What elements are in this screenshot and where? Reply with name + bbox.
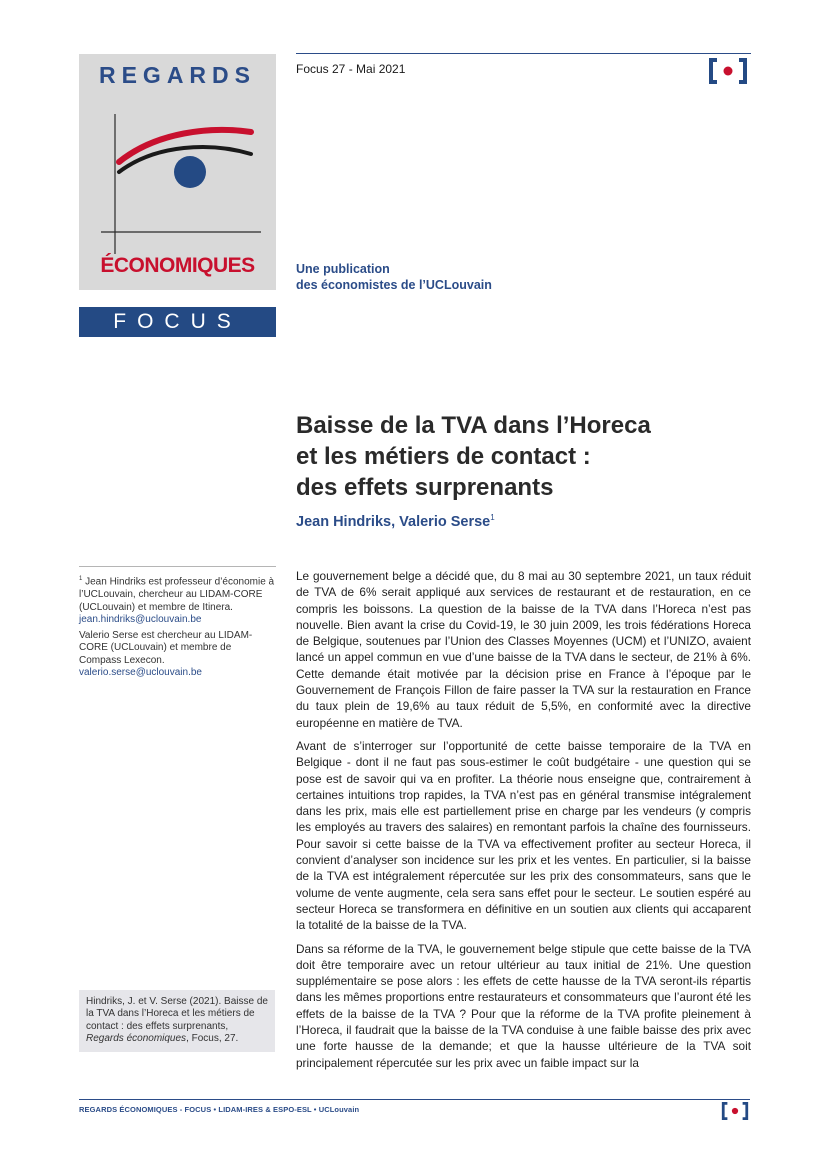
citation-box <box>79 990 275 1052</box>
citation-suffix: , Focus, 27. <box>186 1033 239 1045</box>
publication-line-2: des économistes de l’UCLouvain <box>296 278 492 292</box>
footnote-note-1: Jean Hindriks est professeur d’économie à l’UCLouvain, chercheur au LIDAM-CORE (UCLouvain) et membre de Itinera. <box>79 576 275 613</box>
regards-economiques-logo <box>79 54 276 290</box>
logo-top-word: REGARDS <box>98 62 256 88</box>
authors-text: Jean Hindriks, Valerio Serse <box>296 513 491 530</box>
eye-curve-logo-icon <box>101 114 261 254</box>
title-line-1: Baisse de la TVA dans l’Horeca <box>296 412 651 439</box>
footnote-mark: 1 <box>79 576 83 582</box>
title-line-3: des effets surprenants <box>296 474 554 501</box>
body-paragraph-1: Le gouvernement belge a décidé que, du 8 mai au 30 septembre 2021, un taux réduit de TVA de 6% serait appliqué aux services de restaurant et de restauration, en ce compris les boissons. La question de la baisse de la TVA dans l’Horeca n’est pas nouvelle. Bien avant la crise du Covid-19, le 30 juin 2009, les trois fédérations Horeca de Belgique, soutenues par l’Union des Classes Moyennes (UCM) et l’UNIZO, avaient lancé un appel commun en vue d’une baisse de la TVA dans le secteur, de 21% à 6%. Cette demande était motivée par la décision prise en France à l’époque par le Gouvernement de François Fillon de faire passer la TVA sur la restauration en France du taux plein de 19,6% au taux réduit de 5,5%, en conformité avec la directive européenne en matière de TVA. <box>296 569 751 730</box>
email-link-serse[interactable]: valerio.serse@uclouvain.be <box>79 667 202 679</box>
publication-line-1: Une publication <box>296 262 390 276</box>
author-footnote <box>79 573 276 683</box>
article-body <box>296 568 751 1078</box>
uclouvain-bracket-icon <box>708 58 748 84</box>
issue-label: Focus 27 - Mai 2021 <box>296 62 406 76</box>
footer-rule <box>79 1099 750 1100</box>
article-authors <box>296 513 495 530</box>
citation-prefix: Hindriks, J. et V. Serse (2021). Baisse de la TVA dans l’Horeca et les métiers de contact : des effets surprenants, <box>86 996 268 1032</box>
footnote-rule <box>79 566 276 567</box>
footnote-note-2: Valerio Serse est chercheur au LIDAM-CORE (UCLouvain) et membre de Compass Lexecon. <box>79 629 253 666</box>
header-rule <box>296 53 751 54</box>
uclouvain-bracket-footer-icon <box>721 1102 749 1120</box>
author-footnote-mark: 1 <box>490 513 495 522</box>
publication-tagline <box>296 261 492 293</box>
focus-banner: FOCUS <box>79 307 276 337</box>
body-paragraph-3: Dans sa réforme de la TVA, le gouvernement belge stipule que cette baisse de la TVA doit être temporaire avec un retour ultérieur au taux initial de 21%. Une question supplémentaire se pose alors : les effets de cette hausse de la TVA seront-ils répartis dans les mêmes proportions entre restaurateurs et consommateurs que l’auront été les effets de la baisse de la TVA ? Pour que la réforme de la TVA profite pleinement à l’Horeca, il faudrait que la baisse de la TVA conduise à une faible baisse des prix avec une forte hausse de la demande; et que la hausse ultérieure de la TVA soit principalement répercutée sur les prix avec un faible impact sur la <box>296 941 751 1070</box>
citation-journal: Regards économiques <box>86 1033 187 1045</box>
body-paragraph-2: Avant de s’interroger sur l’opportunité de cette baisse temporaire de la TVA en Belgique - dont il ne faut pas sous-estimer le coût budgétaire - une question qui se pose est de savoir qui va en profiter. La théorie nous enseigne que, contrairement à certaines intuitions trop rapides, la TVA n’est pas en général transmise intégralement dans les prix, mais elle est partiellement prise en charge par les vendeurs (y compris les employés au travers des salaires) en remontant parfois la chaîne des fournisseurs. Pour savoir si cette baisse de la TVA va effectivement profiter au secteur Horeca, il convient d’analyser son incidence sur les prix et les ventes. En particulier, si la baisse de la TVA est intégralement répercutée sur les prix des consommateurs, sans que le volume de vente augmente, cela sera sans effet pour le secteur. Le soutien espéré au secteur Horeca se transformera en définitive en un soutien aux clients qui accaparent la totalité de la baisse de la TVA. <box>296 738 751 933</box>
email-link-hindriks[interactable]: jean.hindriks@uclouvain.be <box>79 614 202 626</box>
footer-text: REGARDS ÉCONOMIQUES - FOCUS • LIDAM-IRES & ESPO-ESL • UCLouvain <box>79 1105 360 1114</box>
logo-bottom-word: ÉCONOMIQUES <box>100 254 255 277</box>
title-line-2: et les métiers de contact : <box>296 443 591 470</box>
article-title <box>296 410 756 503</box>
